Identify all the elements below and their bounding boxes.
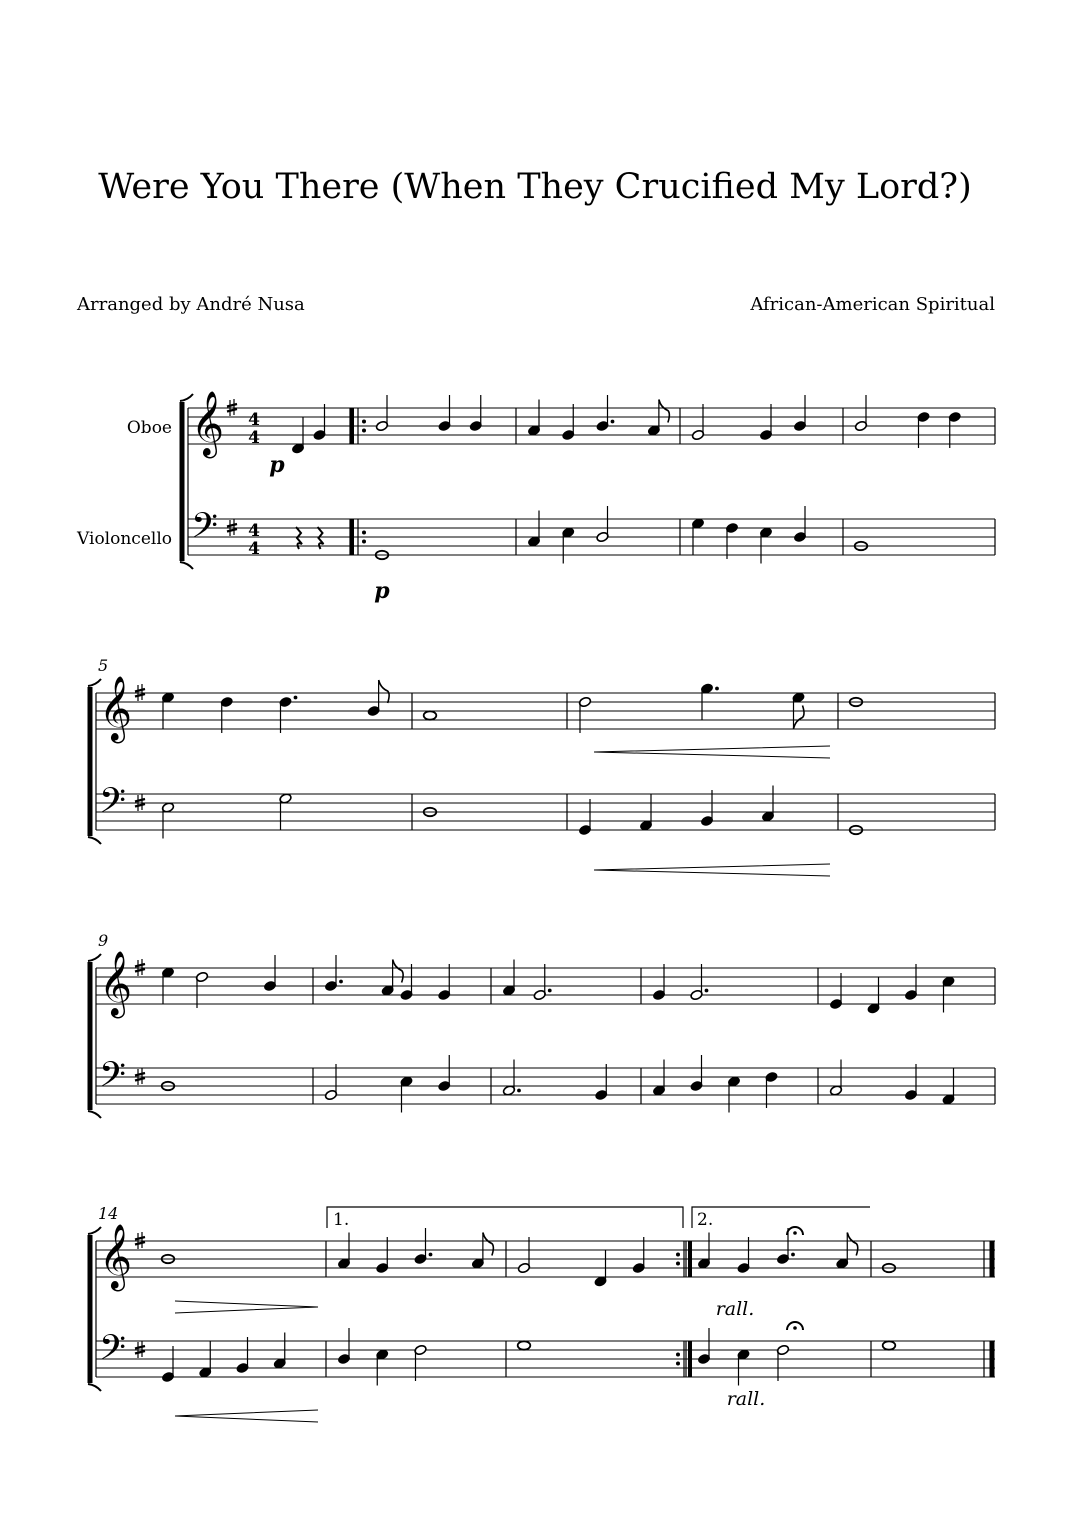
augmentation-dot <box>429 1253 433 1257</box>
sharp-bar <box>135 804 145 807</box>
repeat-dot <box>676 1353 680 1357</box>
note <box>700 790 713 827</box>
note <box>942 976 955 1013</box>
note <box>883 1341 896 1349</box>
instrument-label-cello: Violoncello <box>77 529 172 549</box>
note <box>596 506 609 543</box>
augmentation-dot <box>517 1089 521 1093</box>
sharp-bar <box>135 1346 145 1349</box>
time-signature-top: 4 <box>248 521 260 541</box>
note <box>469 395 482 432</box>
augmentation-dot <box>791 1253 795 1257</box>
note <box>324 1064 337 1101</box>
time-signature-bottom: 4 <box>248 539 260 559</box>
note <box>400 1076 413 1113</box>
repeat-dot <box>676 1262 680 1266</box>
note <box>697 1328 710 1365</box>
note <box>761 786 774 823</box>
note <box>765 1071 778 1108</box>
note <box>381 960 403 997</box>
note <box>263 955 276 992</box>
note <box>502 960 515 997</box>
repeat-dot <box>362 540 366 544</box>
sharp-bar <box>135 969 145 972</box>
note <box>652 964 665 1001</box>
note <box>793 506 806 543</box>
time-signature-top: 4 <box>248 410 260 430</box>
note <box>829 1060 842 1097</box>
note <box>236 1337 249 1374</box>
treble-clef-icon: 𝄞 <box>99 951 133 1016</box>
cello-rall-marking: rall. <box>726 1388 766 1410</box>
crescendo-hairpin <box>175 1410 318 1422</box>
time-signature-bottom: 4 <box>248 428 260 448</box>
note <box>438 395 451 432</box>
eighth-flag <box>847 1233 858 1256</box>
note <box>594 1251 607 1288</box>
repeat-dot <box>362 531 366 535</box>
note <box>759 527 772 564</box>
note <box>527 511 540 548</box>
note <box>691 518 704 555</box>
note <box>279 696 298 733</box>
repeat-dot <box>676 1362 680 1366</box>
note <box>313 404 326 441</box>
note <box>375 395 388 432</box>
sharp-bar <box>135 799 145 802</box>
augmentation-dot <box>339 980 343 984</box>
measure-number: 5 <box>98 656 109 675</box>
eighth-flag <box>659 400 670 423</box>
score-title: Were You There (When They Crucified My Lord?) <box>98 167 972 207</box>
eighth-flag <box>393 960 404 983</box>
first-ending-label: 1. <box>333 1210 350 1230</box>
whole-note-head <box>883 1341 896 1349</box>
sharp-bar <box>135 1078 145 1081</box>
note <box>697 1233 710 1270</box>
sharp-bar <box>227 404 237 407</box>
note <box>414 1344 427 1381</box>
fermata-dot <box>793 1231 797 1235</box>
note <box>337 1233 350 1270</box>
note <box>904 964 917 1001</box>
augmentation-dot <box>548 989 552 993</box>
note <box>737 1349 750 1386</box>
sharp-bar <box>135 1237 145 1240</box>
composer-credit: African-American Spiritual <box>750 294 995 315</box>
note <box>438 1055 451 1092</box>
bracket-hook <box>88 1111 101 1118</box>
sharp-bar <box>227 529 237 532</box>
fermata-dot <box>793 1326 797 1330</box>
crescendo-hairpin <box>594 864 830 876</box>
note <box>376 1349 389 1386</box>
augmentation-dot <box>705 989 709 993</box>
note <box>759 404 772 441</box>
note <box>639 795 652 832</box>
note <box>518 1341 531 1349</box>
second-ending-bracket <box>692 1207 870 1228</box>
note <box>793 395 806 432</box>
oboe-dynamic-piano: p <box>269 452 285 478</box>
note <box>792 692 805 729</box>
treble-clef-icon: 𝄞 <box>191 391 225 456</box>
note <box>562 527 575 564</box>
note <box>776 1344 789 1381</box>
note <box>279 793 292 830</box>
note <box>737 1237 750 1274</box>
measure-number: 9 <box>98 931 109 950</box>
bass-clef-icon: 𝄢 <box>99 780 127 829</box>
note <box>502 1060 521 1097</box>
repeat-dot <box>362 420 366 424</box>
note <box>161 967 174 1004</box>
instrument-label-oboe: Oboe <box>126 418 172 438</box>
note <box>471 1233 493 1270</box>
note <box>836 1233 858 1270</box>
eighth-flag <box>379 680 390 703</box>
repeat-dot <box>676 1253 680 1257</box>
note <box>647 400 669 437</box>
treble-clef-icon: 𝄞 <box>99 1224 133 1289</box>
eighth-flag <box>794 706 805 729</box>
whole-note-head <box>518 1341 531 1349</box>
note <box>854 395 867 432</box>
note <box>632 1237 645 1274</box>
note <box>220 696 233 733</box>
bass-clef-icon: 𝄢 <box>99 1327 127 1376</box>
augmentation-dot <box>294 696 298 700</box>
arranger-credit: Arranged by André Nusa <box>77 294 305 315</box>
sharp-bar <box>135 1351 145 1354</box>
eighth-flag <box>483 1233 494 1256</box>
note <box>195 971 208 1008</box>
decrescendo-hairpin <box>175 1301 318 1313</box>
note <box>691 404 704 441</box>
note <box>273 1333 286 1370</box>
note <box>690 1055 703 1092</box>
augmentation-dot <box>611 420 615 424</box>
note <box>527 400 540 437</box>
sharp-bar <box>227 524 237 527</box>
repeat-dot <box>362 429 366 433</box>
note <box>725 522 738 559</box>
augmentation-dot <box>715 687 719 691</box>
note <box>595 1064 608 1101</box>
cello-dynamic-piano: p <box>374 578 390 604</box>
note <box>562 404 575 441</box>
note <box>904 1064 917 1101</box>
note <box>917 411 930 448</box>
note <box>161 692 174 729</box>
sharp-bar <box>135 964 145 967</box>
crescendo-hairpin <box>594 746 830 758</box>
note <box>727 1076 740 1113</box>
note <box>517 1237 530 1274</box>
note <box>948 411 961 448</box>
note <box>376 1237 389 1274</box>
note <box>578 799 591 836</box>
oboe-rall-marking: rall. <box>715 1298 755 1320</box>
bass-clef-icon: 𝄢 <box>191 505 219 554</box>
sharp-bar <box>227 409 237 412</box>
sharp-bar <box>135 1073 145 1076</box>
note <box>829 973 842 1010</box>
first-ending-bracket <box>327 1207 683 1228</box>
note <box>700 683 719 720</box>
measure-number: 14 <box>98 1204 119 1223</box>
note <box>424 711 437 719</box>
note <box>652 1060 665 1097</box>
whole-note-head <box>424 711 437 719</box>
note <box>578 696 591 733</box>
second-ending-label: 2. <box>697 1210 714 1230</box>
note <box>199 1342 212 1379</box>
bracket-hook <box>88 837 101 844</box>
sharp-bar <box>135 694 145 697</box>
note <box>291 418 304 455</box>
note <box>161 802 174 839</box>
note <box>438 964 451 1001</box>
bass-clef-icon: 𝄢 <box>99 1054 127 1103</box>
sharp-bar <box>135 689 145 692</box>
note <box>867 978 880 1015</box>
sharp-bar <box>135 1242 145 1245</box>
note <box>942 1069 955 1106</box>
bracket-hook <box>88 1384 101 1391</box>
note <box>161 1346 174 1383</box>
treble-clef-icon: 𝄞 <box>99 676 133 741</box>
note <box>337 1328 350 1365</box>
music-notation <box>88 391 995 1422</box>
bracket-hook <box>180 562 193 569</box>
